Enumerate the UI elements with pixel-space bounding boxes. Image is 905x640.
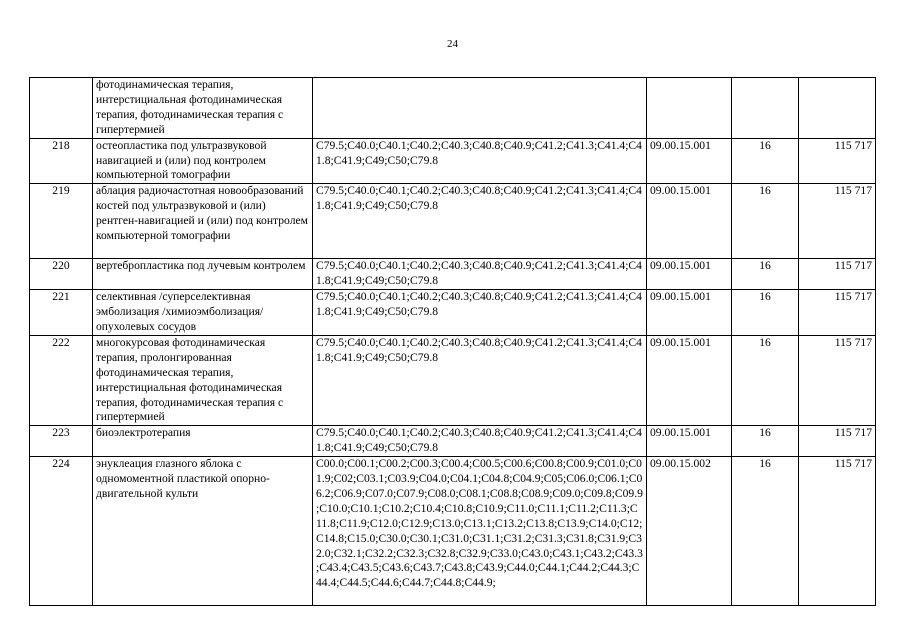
icd-codes-cell: C79.5;C40.0;C40.1;C40.2;C40.3;C40.8;C40.9;C41.2;C41.3;C41.4;C41.8;C41.9;C49;C50;C79.8 — [313, 259, 647, 290]
service-code-cell: 09.00.15.001 — [647, 335, 732, 425]
coefficient-cell: 16 — [732, 259, 799, 290]
service-code-cell: 09.00.15.001 — [647, 184, 732, 259]
procedure-name-cell: остеопластика под ультразвуковой навигацией и (или) под контролем компьютерной томографии — [93, 138, 313, 184]
procedure-name-cell: аблация радиочастотная новообразований костей под ультразвуковой и (или) рентген-навигацией и (или) под контролем компьютерной томографии — [93, 184, 313, 259]
price-cell: 115 717 — [799, 335, 876, 425]
procedure-name-cell: вертебропластика под лучевым контролем — [93, 259, 313, 290]
row-number-cell: 221 — [30, 290, 93, 336]
procedure-name-cell: селективная /суперселективная эмболизация /химиоэмболизация/ опухолевых сосудов — [93, 290, 313, 336]
row-number-cell: 224 — [30, 457, 93, 606]
coefficient-cell — [732, 78, 799, 139]
procedure-name-cell: фотодинамическая терапия, интерстициальная фотодинамическая терапия, фотодинамическая терапия с гипертермией — [93, 78, 313, 139]
coefficient-cell: 16 — [732, 457, 799, 606]
icd-codes-cell: C00.0;C00.1;C00.2;C00.3;C00.4;C00.5;C00.6;C00.8;C00.9;C01.0;C01.9;C02;C03.1;C03.9;C04.0;C04.1;C04.8;C04.9;C05;C06.0;C06.1;C06.2;C06.9;C07.0;C07.9;C08.0;C08.1;C08.8;C08.9;C09.0;C09.8;C09.9;C10.0;C10.1;C10.2;C10.4;C10.8;C10.9;C11.0;C11.1;C11.2;C11.3;C11.8;C11.9;C12.0;C12.9;C13.0;C13.1;C13.2;C13.8;C13.9;C14.0;C12;C14.8;C15.0;C30.0;C30.1;C31.0;C31.1;C31.2;C31.3;C31.8;C31.9;C32.0;C32.1;C32.2;C32.3;C32.8;C32.9;C33.0;C43.0;C43.1;C43.2;C43.3;C43.4;C43.5;C43.6;C43.7;C43.8;C43.9;C44.0;C44.1;C44.2;C44.3;C44.4;C44.5;C44.6;C44.7;C44.8;C44.9; — [313, 457, 647, 606]
icd-codes-cell — [313, 78, 647, 139]
table-row — [30, 184, 876, 259]
service-code-cell: 09.00.15.001 — [647, 426, 732, 457]
price-cell: 115 717 — [799, 259, 876, 290]
table-row — [30, 426, 876, 457]
icd-codes-cell: C79.5;C40.0;C40.1;C40.2;C40.3;C40.8;C40.9;C41.2;C41.3;C41.4;C41.8;C41.9;C49;C50;C79.8 — [313, 335, 647, 425]
service-code-cell: 09.00.15.002 — [647, 457, 732, 606]
row-number-cell: 223 — [30, 426, 93, 457]
page-number: 24 — [447, 38, 458, 50]
service-code-cell: 09.00.15.001 — [647, 259, 732, 290]
service-code-cell: 09.00.15.001 — [647, 138, 732, 184]
row-number-cell: 220 — [30, 259, 93, 290]
table-row — [30, 78, 876, 139]
table-row — [30, 259, 876, 290]
tariff-table — [29, 77, 876, 606]
service-code-cell: 09.00.15.001 — [647, 290, 732, 336]
table-row — [30, 335, 876, 425]
row-number-cell: 222 — [30, 335, 93, 425]
procedure-name-cell: биоэлектротерапия — [93, 426, 313, 457]
table-row — [30, 457, 876, 606]
coefficient-cell: 16 — [732, 184, 799, 259]
icd-codes-cell: C79.5;C40.0;C40.1;C40.2;C40.3;C40.8;C40.9;C41.2;C41.3;C41.4;C41.8;C41.9;C49;C50;C79.8 — [313, 138, 647, 184]
table-row — [30, 290, 876, 336]
table-row — [30, 138, 876, 184]
procedure-name-cell: многокурсовая фотодинамическая терапия, пролонгированная фотодинамическая терапия, интерстициальная фотодинамическая терапия, фотодинамическая терапия с гипертермией — [93, 335, 313, 425]
row-number-cell: 218 — [30, 138, 93, 184]
service-code-cell — [647, 78, 732, 139]
coefficient-cell: 16 — [732, 426, 799, 457]
price-cell: 115 717 — [799, 184, 876, 259]
price-cell: 115 717 — [799, 290, 876, 336]
row-number-cell — [30, 78, 93, 139]
icd-codes-cell: C79.5;C40.0;C40.1;C40.2;C40.3;C40.8;C40.9;C41.2;C41.3;C41.4;C41.8;C41.9;C49;C50;C79.8 — [313, 290, 647, 336]
icd-codes-cell: C79.5;C40.0;C40.1;C40.2;C40.3;C40.8;C40.9;C41.2;C41.3;C41.4;C41.8;C41.9;C49;C50;C79.8 — [313, 184, 647, 259]
procedure-name-cell: энуклеация глазного яблока с одномоментной пластикой опорно-двигательной культи — [93, 457, 313, 606]
icd-codes-cell: C79.5;C40.0;C40.1;C40.2;C40.3;C40.8;C40.9;C41.2;C41.3;C41.4;C41.8;C41.9;C49;C50;C79.8 — [313, 426, 647, 457]
row-number-cell: 219 — [30, 184, 93, 259]
coefficient-cell: 16 — [732, 138, 799, 184]
price-cell: 115 717 — [799, 426, 876, 457]
coefficient-cell: 16 — [732, 335, 799, 425]
coefficient-cell: 16 — [732, 290, 799, 336]
price-cell — [799, 78, 876, 139]
price-cell: 115 717 — [799, 138, 876, 184]
price-cell: 115 717 — [799, 457, 876, 606]
